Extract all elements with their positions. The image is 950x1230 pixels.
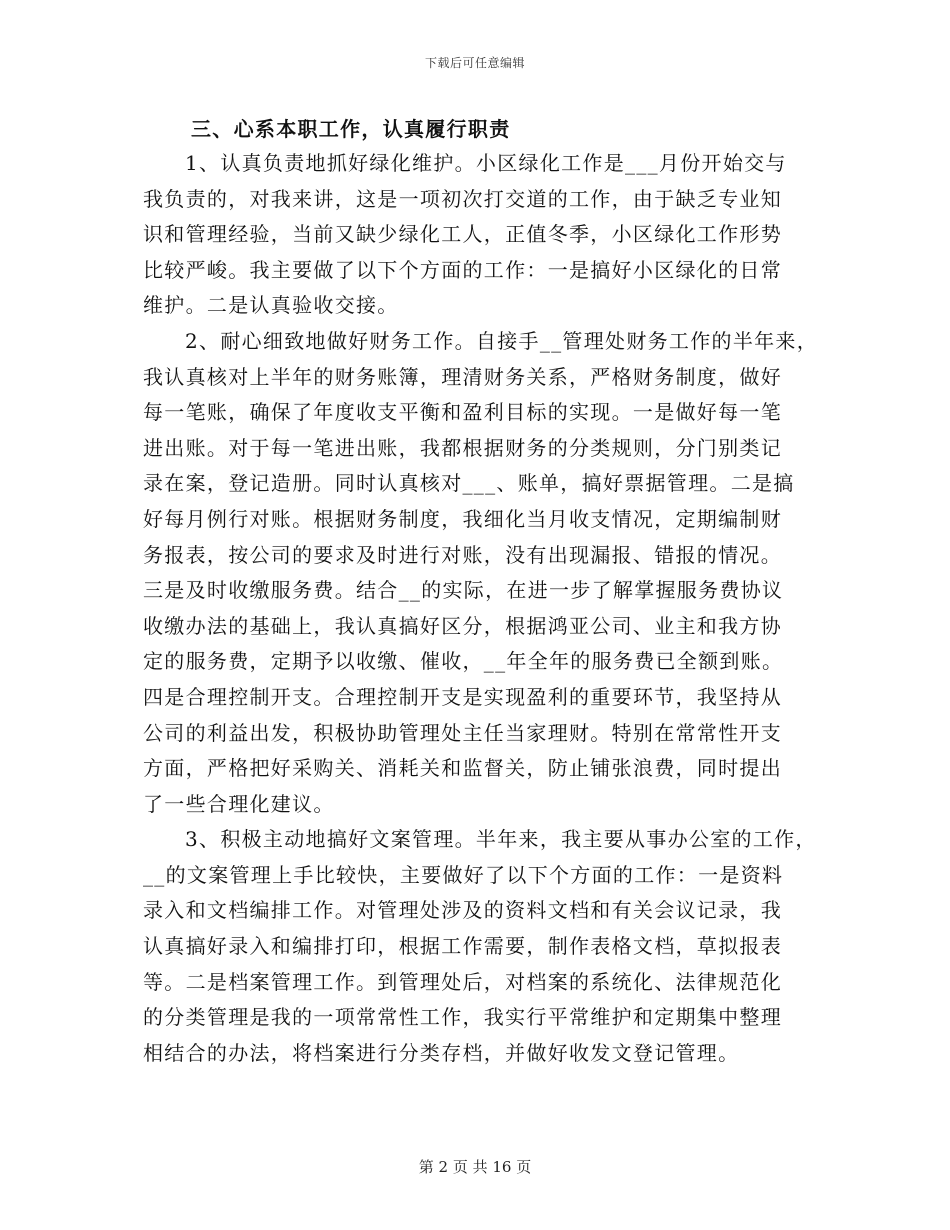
page-header: 下载后可任意编辑 (424, 56, 525, 70)
paragraph-line: 的分类管理是我的一项常常性工作，我实行平常维护和定期集中整理 (143, 1005, 782, 1030)
document-body (143, 112, 833, 1071)
paragraph-line: 了一些合理化建议。 (143, 791, 335, 816)
paragraph-line: __的文案管理上手比较快，主要做好了以下个方面的工作：一是资料 (143, 862, 784, 887)
paragraph-line: 录入和文档编排工作。对管理处涉及的资料文档和有关会议记录，我 (143, 898, 782, 923)
paragraph-line: 好每月例行对账。根据财务制度，我细化当月收支情况，定期编制财 (143, 506, 782, 531)
page-number: 第 2 页 共 16 页 (418, 1158, 532, 1176)
paragraph-line: 收缴办法的基础上，我认真搞好区分，根据鸿亚公司、业主和我方协 (143, 613, 782, 638)
paragraph-line: 四是合理控制开支。合理控制开支是实现盈利的重要环节，我坚持从 (143, 684, 782, 709)
paragraph-line: 认真搞好录入和编排打印，根据工作需要，制作表格文档，草拟报表 (143, 934, 782, 959)
paragraph-line: 定的服务费，定期予以收缴、催收，__年全年的服务费已全额到账。 (143, 649, 784, 674)
section-heading: 三、心系本职工作，认真履行职责 (191, 117, 511, 141)
paragraph-line: 相结合的办法，将档案进行分类存档，并做好收发文登记管理。 (143, 1040, 740, 1065)
paragraph-line: 公司的利益出发，积极协助管理处主任当家理财。特别在常常性开支 (143, 720, 782, 745)
paragraph-line: 2、耐心细致地做好财务工作。自接手__管理处财务工作的半年来， (185, 328, 819, 353)
paragraph-line: 三是及时收缴服务费。结合__的实际，在进一步了解掌握服务费协议 (143, 578, 784, 603)
paragraph-line: 进出账。对于每一笔进出账，我都根据财务的分类规则，分门别类记 (143, 435, 782, 460)
paragraph-line: 1、认真负责地抓好绿化维护。小区绿化工作是___月份开始交与 (185, 151, 787, 175)
paragraph-line: 等。二是档案管理工作。到管理处后，对档案的系统化、法律规范化 (143, 969, 782, 994)
paragraph-line: 我负责的，对我来讲，这是一项初次打交道的工作，由于缺乏专业知 (143, 186, 782, 211)
paragraph-line: 3、积极主动地搞好文案管理。半年来，我主要从事办公室的工作， (185, 827, 817, 852)
paragraph-line: 方面，严格把好采购关、消耗关和监督关，防止铺张浪费，同时提出 (143, 756, 782, 781)
paragraph-line: 我认真核对上半年的财务账簿，理清财务关系，严格财务制度，做好 (143, 364, 782, 389)
paragraph-line: 比较严峻。我主要做了以下个方面的工作：一是搞好小区绿化的日常 (143, 257, 782, 282)
paragraph-line: 务报表，按公司的要求及时进行对账，没有出现漏报、错报的情况。 (143, 542, 782, 567)
paragraph-line: 维护。二是认真验收交接。 (143, 293, 399, 318)
paragraph-line: 识和管理经验，当前又缺少绿化工人，正值冬季，小区绿化工作形势 (143, 222, 782, 247)
paragraph-line: 录在案，登记造册。同时认真核对___、账单，搞好票据管理。二是搞 (143, 471, 795, 496)
paragraph-line: 每一笔账，确保了年度收支平衡和盈利目标的实现。一是做好每一笔 (143, 400, 782, 425)
